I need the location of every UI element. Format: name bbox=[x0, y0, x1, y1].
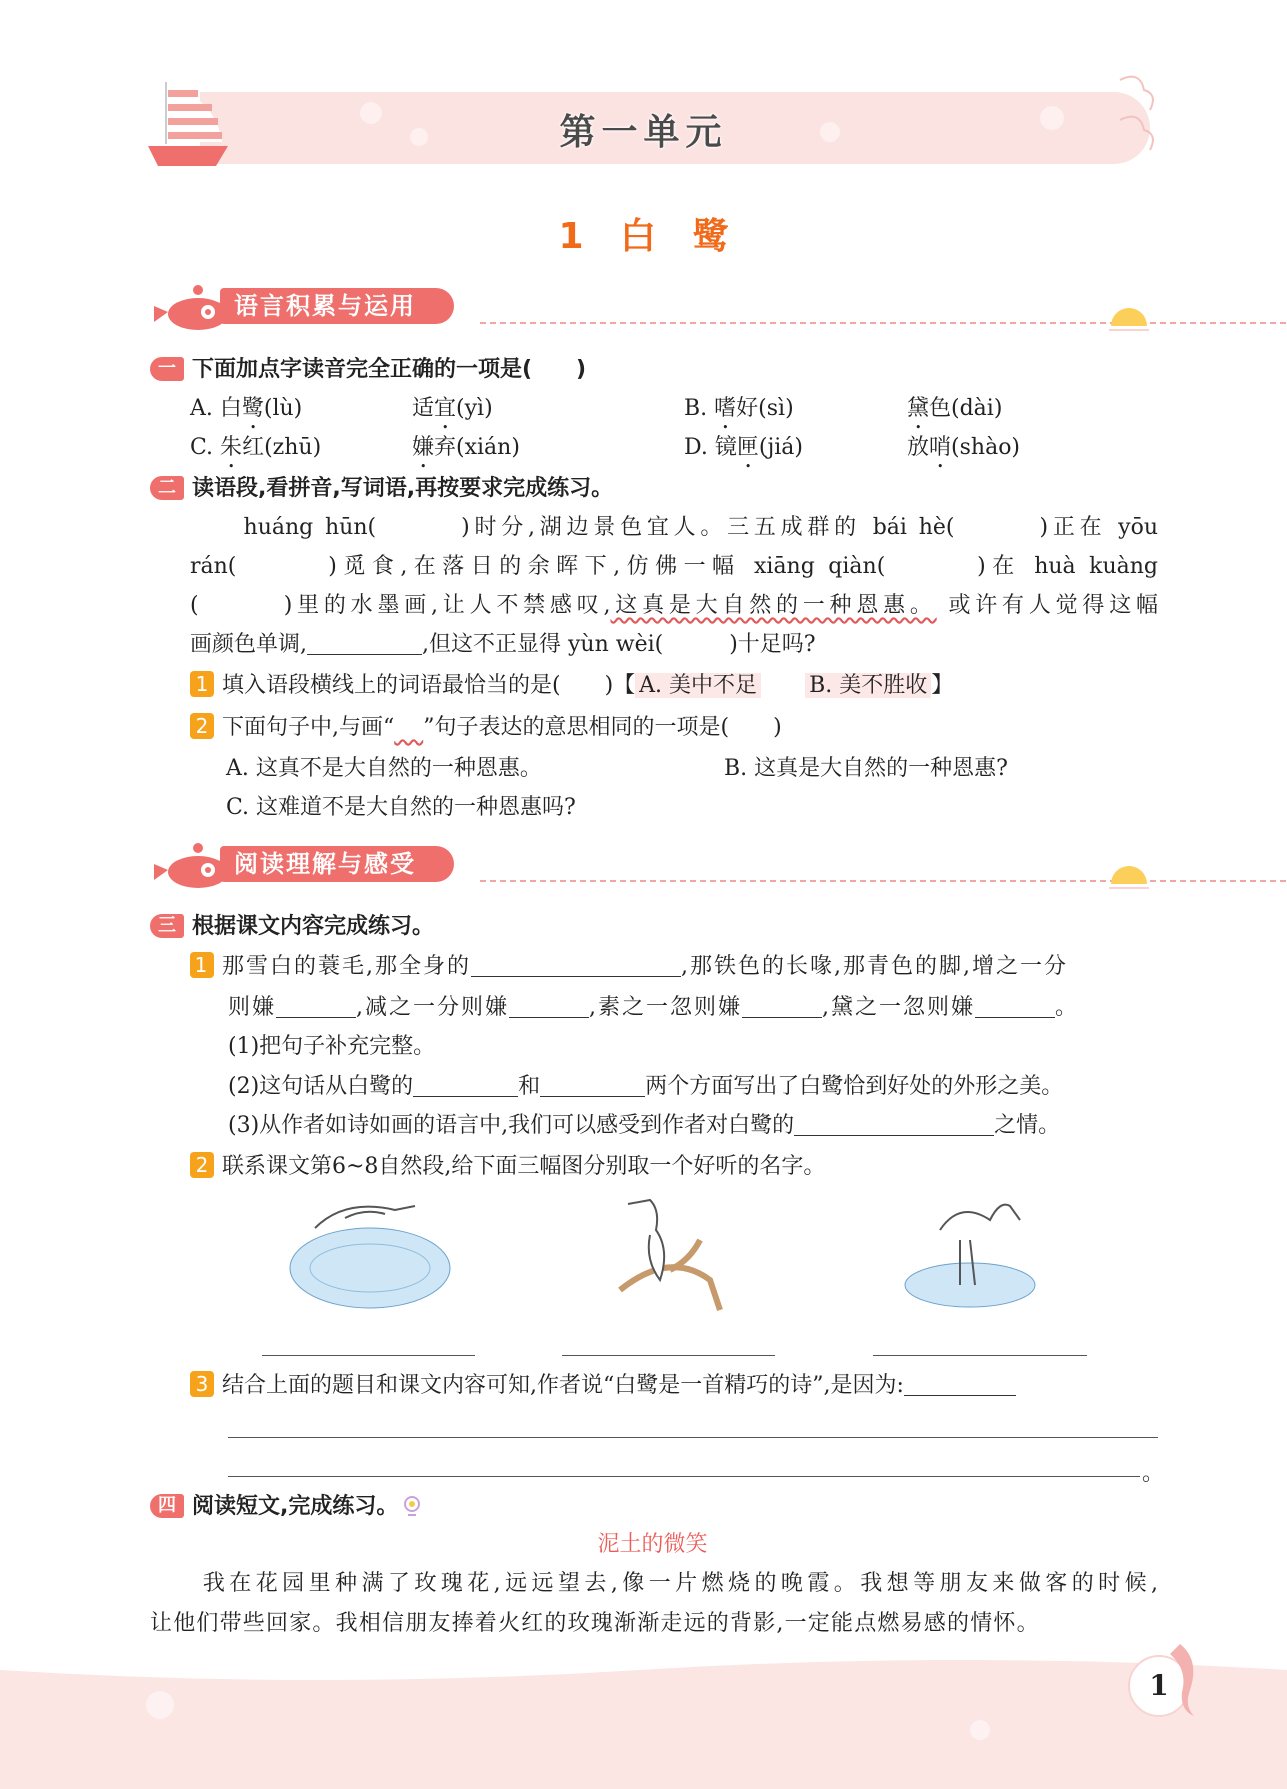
option-1[interactable] bbox=[412, 391, 493, 434]
answer-blank[interactable] bbox=[276, 995, 356, 1018]
dotted-character: 鹭 bbox=[241, 396, 264, 421]
text: 画颜色单调, bbox=[190, 632, 307, 657]
subquestion-2 bbox=[190, 710, 782, 741]
picture-1-name-line[interactable] bbox=[262, 1355, 475, 1356]
question-1-title bbox=[150, 352, 586, 383]
answer-blank[interactable] bbox=[413, 1074, 518, 1097]
text: ,素之一忽则嫌 bbox=[589, 995, 743, 1020]
dotted-character: 嫌 bbox=[412, 435, 435, 460]
option-text: B. bbox=[684, 396, 715, 421]
dotted-character: 黛 bbox=[907, 396, 930, 421]
option-3[interactable] bbox=[907, 391, 1002, 434]
question-number: 一 bbox=[150, 357, 184, 381]
option-a[interactable]: A. 这真不是大自然的一种恩惠。 bbox=[226, 756, 542, 781]
period: 。 bbox=[1142, 1461, 1165, 1486]
section-title: 阅读理解与感受 bbox=[220, 846, 454, 882]
option-text: 色(dài) bbox=[929, 396, 1003, 421]
text: 之情。 bbox=[994, 1113, 1061, 1138]
dolphin-icon bbox=[1150, 1640, 1210, 1720]
part-2 bbox=[228, 1069, 1063, 1100]
option-7[interactable] bbox=[907, 430, 1020, 473]
text: 联系课文第6~8自然段,给下面三幅图分别取一个好听的名字。 bbox=[222, 1154, 826, 1179]
text: 结合上面的题目和课文内容可知,作者说“白鹭是一首精巧的诗”,是因为: bbox=[222, 1373, 904, 1398]
subquestion-1-line-2 bbox=[228, 990, 1079, 1021]
option-b[interactable]: B. 这真是大自然的一种恩惠? bbox=[724, 756, 1008, 781]
passage-line: 让他们带些回家。我相信朋友捧着火红的玫瑰渐渐走远的背影,一定能点燃易感的情怀。 bbox=[150, 1611, 1040, 1636]
answer-blank[interactable] bbox=[742, 995, 822, 1018]
option-text: 红(zhū) bbox=[242, 435, 322, 460]
choice-b[interactable]: B. 美不胜收 bbox=[805, 673, 931, 698]
option-6[interactable] bbox=[684, 430, 803, 473]
dotted-character: 哨 bbox=[929, 435, 952, 460]
text: 则嫌 bbox=[228, 995, 277, 1020]
paragraph-line: rán( )觅食,在落日的余晖下,仿佛一幅 xiāng qiàn( )在 huà kuàng bbox=[190, 554, 1158, 579]
answer-blank[interactable] bbox=[904, 1373, 1016, 1396]
option-text: (shào) bbox=[951, 435, 1021, 460]
egret-picture-1 bbox=[285, 1188, 455, 1318]
subquestion-1 bbox=[190, 668, 953, 699]
subquestion-1-line-1 bbox=[190, 949, 1068, 980]
subquestion-3 bbox=[190, 1368, 1016, 1399]
text: 两个方面写出了白鹭恰到好处的外形之美。 bbox=[645, 1074, 1064, 1099]
text: ,那铁色的长喙,那青色的脚,增之一分 bbox=[681, 954, 1068, 979]
option-text: 弃(xián) bbox=[434, 435, 520, 460]
divider bbox=[480, 322, 1287, 324]
option-text: 好(sì) bbox=[736, 396, 794, 421]
wavy-mark bbox=[394, 715, 423, 740]
whale-icon bbox=[150, 840, 230, 890]
text: (2)这句话从白鹭的 bbox=[228, 1074, 414, 1099]
page-number: 1 bbox=[1149, 1669, 1169, 1702]
picture-2-name-line[interactable] bbox=[562, 1355, 775, 1356]
option-2[interactable] bbox=[684, 391, 794, 434]
part-3 bbox=[228, 1108, 1060, 1139]
answer-line[interactable] bbox=[228, 1437, 1158, 1438]
text: 下面句子中,与画“ bbox=[222, 715, 395, 740]
text: 那雪白的蓑毛,那全身的 bbox=[222, 954, 471, 979]
answer-blank[interactable] bbox=[509, 995, 589, 1018]
text: 或许有人觉得这幅 bbox=[948, 593, 1158, 618]
question-text: 下面加点字读音完全正确的一项是( ) bbox=[192, 357, 587, 382]
question-text: 根据课文内容完成练习。 bbox=[192, 914, 435, 939]
question-text: 阅读短文,完成练习。 bbox=[192, 1494, 399, 1519]
dotted-character: 宜 bbox=[434, 396, 457, 421]
subquestion-number: 2 bbox=[190, 713, 214, 739]
text: ,减之一分则嫌 bbox=[356, 995, 510, 1020]
paragraph-line bbox=[190, 627, 816, 658]
subquestion-2 bbox=[190, 1149, 825, 1180]
text: 和 bbox=[518, 1074, 541, 1099]
question-4-title bbox=[150, 1489, 421, 1520]
question-number: 四 bbox=[150, 1494, 184, 1518]
text: ,但这不正显得 yùn wèi( )十足吗? bbox=[422, 632, 816, 657]
sunset-icon bbox=[1105, 854, 1155, 894]
subquestion-number: 3 bbox=[190, 1371, 214, 1397]
question-3-title bbox=[150, 909, 434, 940]
answer-blank[interactable] bbox=[540, 1074, 645, 1097]
subquestion-number: 2 bbox=[190, 1152, 214, 1178]
option-5[interactable] bbox=[412, 430, 520, 473]
option-text: (lù) bbox=[263, 396, 303, 421]
answer-line[interactable] bbox=[228, 1476, 1140, 1477]
paragraph-line bbox=[190, 588, 1158, 619]
text: ”句子表达的意思相同的一项是( ) bbox=[423, 715, 782, 740]
question-text: 读语段,看拼音,写词语,再按要求完成练习。 bbox=[192, 476, 614, 501]
wavy-underlined-sentence: 这真是大自然的一种恩惠。 bbox=[610, 593, 937, 618]
passage-title: 泥土的微笑 bbox=[597, 1532, 708, 1557]
answer-blank[interactable] bbox=[975, 995, 1055, 1018]
option-text: (jiá) bbox=[758, 435, 803, 460]
option-c[interactable]: C. 这难道不是大自然的一种恩惠吗? bbox=[226, 795, 576, 820]
lesson-title: 1 白 鹭 bbox=[558, 216, 729, 257]
divider bbox=[480, 880, 1287, 882]
audio-location-icon[interactable] bbox=[403, 1495, 421, 1517]
question-number: 三 bbox=[150, 914, 184, 938]
choice-a[interactable]: A. 美中不足 bbox=[635, 673, 761, 698]
section-title: 语言积累与运用 bbox=[220, 288, 454, 324]
dotted-character: 匣 bbox=[736, 435, 759, 460]
passage-line: 我在花园里种满了玫瑰花,远远望去,像一片燃烧的晚霞。我想等朋友来做客的时候, bbox=[150, 1571, 1158, 1596]
dotted-character: 朱 bbox=[220, 435, 243, 460]
section-header-accumulation bbox=[150, 282, 1160, 326]
option-4[interactable] bbox=[190, 430, 321, 473]
option-text: 放 bbox=[907, 435, 930, 460]
text: ,黛之一忽则嫌 bbox=[822, 995, 976, 1020]
option-0[interactable] bbox=[190, 391, 302, 434]
option-text: C. bbox=[190, 435, 221, 460]
dotted-character: 嗜 bbox=[714, 396, 737, 421]
picture-3-name-line[interactable] bbox=[873, 1355, 1087, 1356]
paragraph-line: huáng hūn( )时分,湖边景色宜人。三五成群的 bái hè( )正在 yōu bbox=[190, 515, 1158, 540]
text: 填入语段横线上的词语最恰当的是( )【 bbox=[222, 673, 636, 698]
question-number: 二 bbox=[150, 476, 184, 500]
section-header-reading bbox=[150, 840, 1160, 884]
answer-blank[interactable] bbox=[471, 954, 681, 977]
text: 。 bbox=[1055, 995, 1080, 1020]
text: 】 bbox=[931, 673, 954, 698]
answer-blank[interactable] bbox=[794, 1113, 994, 1136]
subquestion-number: 1 bbox=[190, 671, 214, 697]
answer-blank[interactable] bbox=[307, 632, 422, 655]
unit-title: 第一单元 bbox=[559, 112, 728, 153]
sunset-icon bbox=[1105, 296, 1155, 336]
bottom-wave-decoration bbox=[0, 1640, 1287, 1789]
option-text: 适 bbox=[412, 396, 435, 421]
question-2-title bbox=[150, 471, 613, 502]
option-text: A. 白 bbox=[190, 396, 242, 421]
text: ( )里的水墨画,让人不禁感叹, bbox=[190, 593, 611, 618]
part-1: (1)把句子补充完整。 bbox=[228, 1034, 436, 1059]
egret-picture-3 bbox=[900, 1190, 1060, 1320]
egret-picture-2 bbox=[600, 1190, 740, 1320]
whale-icon bbox=[150, 282, 230, 332]
option-text: D. 镜 bbox=[684, 435, 737, 460]
subquestion-number: 1 bbox=[190, 952, 214, 978]
text: (3)从作者如诗如画的语言中,我们可以感受到作者对白鹭的 bbox=[228, 1113, 795, 1138]
option-text: (yì) bbox=[456, 396, 493, 421]
